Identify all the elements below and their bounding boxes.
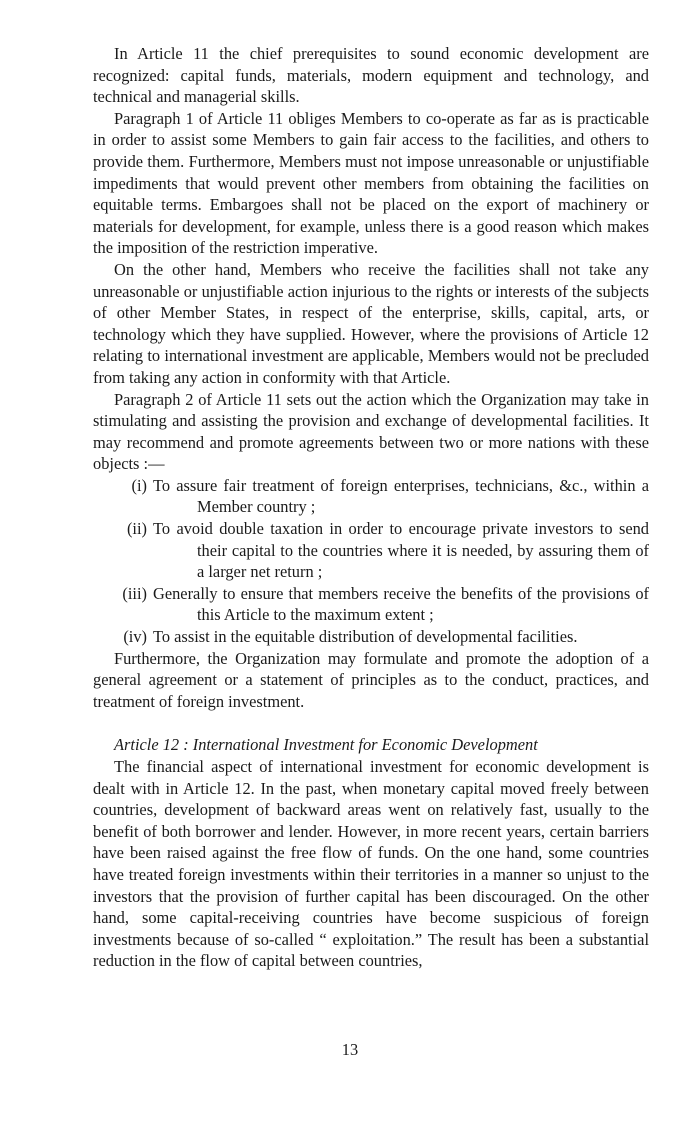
- list-item-number: (iii): [122, 583, 147, 603]
- list-item-number: (i): [131, 475, 147, 495]
- section-heading-article-12: Article 12 : International Investment for Economic Development: [114, 735, 538, 755]
- paragraph-general-agreement: Furthermore, the Organization may formulate and promote the adoption of a general agreement or a statement of principles as to the conduct, practices, and treatment of foreign investment.: [93, 648, 649, 711]
- paragraph-article-11-intro: In Article 11 the chief prerequisites to sound economic development are recognized: capital funds, materials, modern equipment and technology, and technical and managerial skills.: [93, 44, 649, 107]
- list-item: [93, 583, 649, 626]
- document-page: [93, 43, 649, 972]
- list-item: [93, 518, 649, 583]
- list-item: [93, 475, 649, 518]
- list-item: [93, 626, 649, 648]
- paragraph-article-11-para-2: Paragraph 2 of Article 11 sets out the action which the Organization may take in stimulating and assisting the provision and exchange of developmental facilities. It may recommend and promote agreements between two or more nations with these objects :—: [93, 389, 649, 474]
- list-item-text: To avoid double taxation in order to encourage private investors to send their capital to the countries where it is needed, by assuring them of a larger net return ;: [153, 519, 649, 582]
- list-item-number: (ii): [126, 519, 147, 539]
- paragraph-members-receiving: On the other hand, Members who receive the facilities shall not take any unreasonable or unjustifiable action injurious to the rights or interests of the subjects of other Member States, in respect of the enterprise, skills, capital, arts, or technology which they have supplied. However, where the provisions of Article 12 relating to international investment are applicable, Members would not be precluded from taking any action in conformity with that Article.: [93, 259, 649, 387]
- paragraph-article-12: The financial aspect of international investment for economic development is dealt with in Article 12. In the past, when monetary capital moved freely between countries, development of backward areas went on relatively fast, usually to the benefit of both borrower and lender. However, in more recent years, certain barriers have been raised against the free flow of funds. On the one hand, some countries have treated foreign investments within their territories in a manner so unjust to the investors that the provision of further capital has been discouraged. On the other hand, some capital-receiving countries have become suspicious of foreign investments because of so-called “ exploitation.” The result has been a substantial reduction in the flow of capital between countries,: [93, 757, 649, 971]
- list-item-number: (iv): [123, 627, 147, 647]
- paragraph-article-11-para-1: Paragraph 1 of Article 11 obliges Members to co-operate as far as is practicable in order to assist some Members to gain fair access to the facilities, and others to provide them. Furthermore, Members must not impose unreasonable or unjustifiable impediments that would prevent other members from obtaining the facilities on equitable terms. Embargoes shall not be placed on the export of machinery or materials for development, for example, unless there is a good reason which makes the imposition of the restriction imperative.: [93, 108, 649, 258]
- list-item-text: Generally to ensure that members receive the benefits of the provisions of this Article to the maximum extent ;: [153, 583, 649, 625]
- list-item-text: To assure fair treatment of foreign enterprises, technicians, &c., within a Member country ;: [153, 475, 649, 517]
- list-item-text: To assist in the equitable distribution of developmental facilities.: [153, 627, 578, 647]
- objects-list: [93, 475, 649, 648]
- page-number: 13: [341, 1040, 359, 1059]
